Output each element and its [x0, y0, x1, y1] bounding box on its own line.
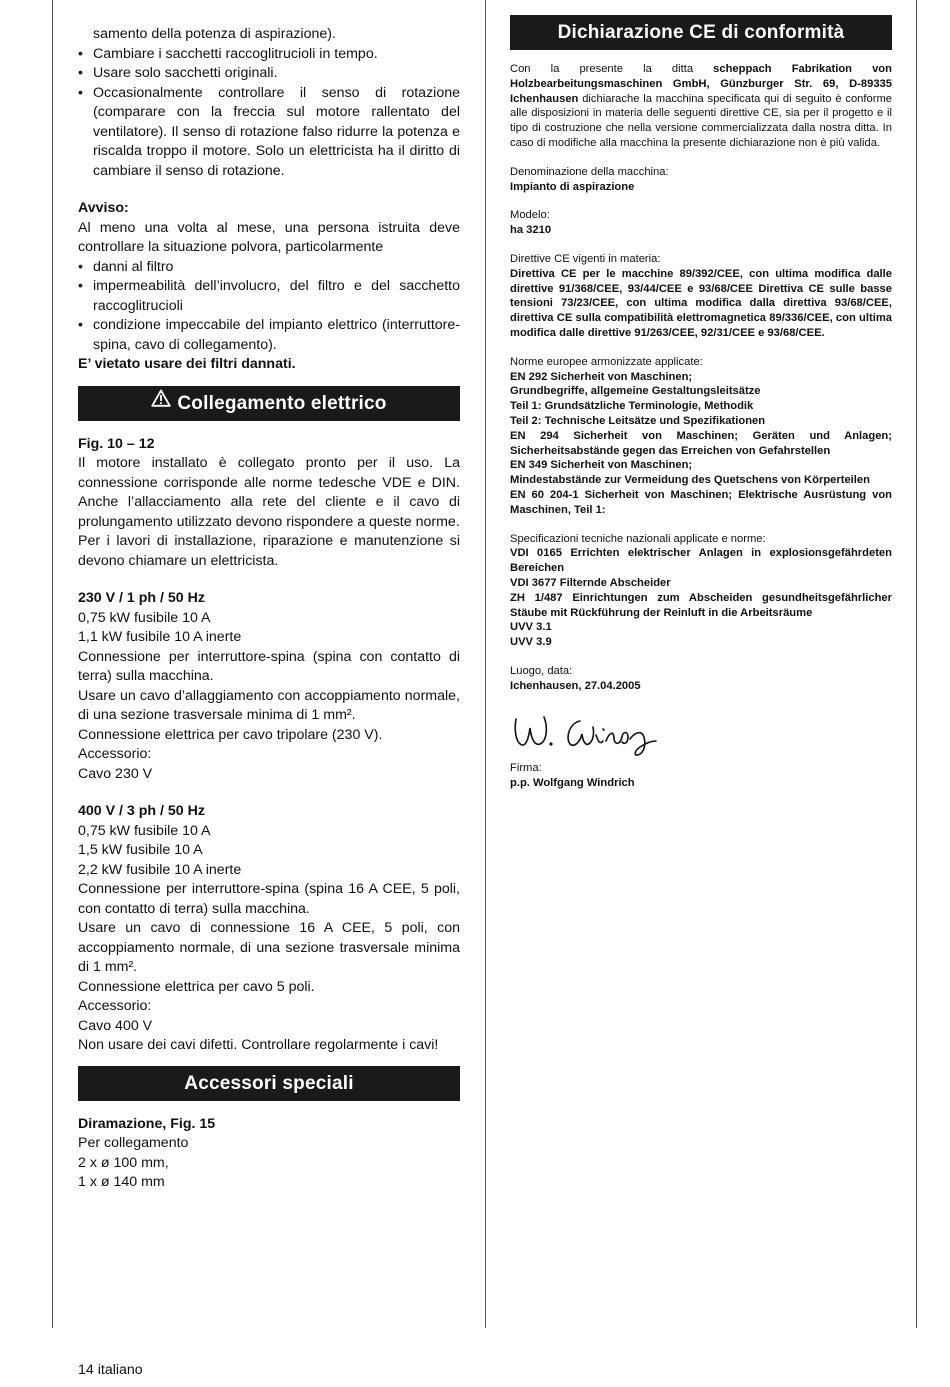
- v400-line: 0,75 kW fusibile 10 A: [78, 822, 211, 839]
- electric-text-2: Per i lavori di installazione, riparazione e manutenzione si devono chiamare un elettricista.: [78, 533, 460, 569]
- directives-value: Direttiva CE per le macchine 89/392/CEE, con ultima modifica dalle direttive 91/368/CEE, 93/44/CEE e 93/68/CEE Direttiva CE sulle basse tensioni 73/23/CEE, con ultima modifica dalla direttiva 93/68/CEE, direttiva CE sulla compatibilità elettromagnetica 89/336/CEE, con ultima modifica dalle direttive 91/263/CEE, 92/31/CEE e 93/68/CEE.: [510, 267, 892, 339]
- norm-line: EN 294 Sicherheit von Maschinen; Geräten und Anlagen; Sicherheitsabstände gegen das Erreichen von Gefahrstellen: [510, 429, 892, 457]
- intro-text: dichiarache la macchina specificata qui di seguito è conforme alle disposizioni in materia delle seguenti direttive CE, sia per il progetto e il tipo di costruzione che nella versione commercializzata dalla nostra ditta. In caso di modifiche alla macchina la presente dichiarazione non è più valida.: [510, 92, 892, 149]
- spec-line: VDI 0165 Errichten elektrischer Anlagen in explosionsgefährdeten Bereichen: [510, 547, 892, 575]
- norm-line: Teil 1: Grundsätzliche Terminologie, Methodik: [510, 400, 754, 413]
- intro-continuation: samento della potenza di aspirazione).: [93, 26, 336, 42]
- v230-line: Connessione elettrica per cavo tripolare (230 V).: [78, 726, 383, 743]
- v400-line: Usare un cavo di connessione 16 A CEE, 5 poli, con accoppiamento normale, di una sezione trasversale minima di 1 mm².: [78, 920, 460, 975]
- inspection-list: [78, 258, 460, 356]
- voltage-230-title: 230 V / 1 ph / 50 Hz: [78, 590, 205, 606]
- page-footer: 14 italiano: [78, 1362, 143, 1378]
- left-column: [78, 25, 460, 1193]
- figure-reference: Fig. 10 – 12: [78, 435, 155, 452]
- section-title: Accessori speciali: [184, 1072, 354, 1094]
- specs-label: Specificazioni tecniche nazionali applicate e norme:: [510, 532, 766, 545]
- directives-label: Direttive CE vigenti in materia:: [510, 252, 661, 265]
- v400-line: 1,5 kW fusibile 10 A: [78, 842, 203, 858]
- spec-line: UVV 3.9: [510, 636, 552, 649]
- avviso-text: Al meno una volta al mese, una persona istruita deve controllare la situazione polvora, particolarmente: [78, 219, 460, 255]
- model-value: ha 3210: [510, 224, 552, 237]
- section-header-declaration: [510, 15, 892, 50]
- list-item: • condizione impeccabile del impianto elettrico (interruttore-spina, cavo di collegamento).: [78, 316, 460, 355]
- place-date-label: Luogo, data:: [510, 664, 573, 677]
- v400-line: 2,2 kW fusibile 10 A inerte: [78, 861, 242, 878]
- signature-label: Firma:: [510, 762, 542, 775]
- dir-line: Per collegamento: [78, 1135, 189, 1151]
- signature-value: p.p. Wolfgang Windrich: [510, 777, 635, 790]
- list-item: • danni al filtro: [78, 258, 460, 278]
- v400-line: Connessione elettrica per cavo 5 poli.: [78, 978, 315, 995]
- v400-line: Non usare dei cavi difetti. Controllare regolarmente i cavi!: [78, 1037, 439, 1053]
- left-margin-rule: [52, 0, 53, 1328]
- warning-triangle-icon: [151, 384, 171, 419]
- v230-line: Cavo 230 V: [78, 765, 153, 782]
- declaration-intro: [510, 62, 892, 151]
- section-title: Dichiarazione CE di conformità: [557, 22, 845, 43]
- handwritten-signature: [510, 701, 892, 757]
- v230-line: 1,1 kW fusibile 10 A inerte: [78, 629, 242, 645]
- list-item: • Usare solo sacchetti originali.: [78, 64, 460, 84]
- v230-line: Connessione per interruttore-spina (spina con contatto di terra) sulla macchina.: [78, 648, 460, 684]
- norm-line: Teil 2: Technische Leitsätze und Spezifikationen: [510, 414, 766, 427]
- v230-line: 0,75 kW fusibile 10 A: [78, 609, 211, 626]
- v400-line: Connessione per interruttore-spina (spina 16 A CEE, 5 poli, con contatto di terra) sulla macchina.: [78, 881, 460, 917]
- avviso-title: Avviso:: [78, 200, 129, 216]
- v230-line: Usare un cavo d’allaggiamento con accoppiamento normale, di una sezione trasversale minima di 1 mm².: [78, 687, 460, 723]
- section-title: Collegamento elettrico: [177, 392, 387, 414]
- center-column-rule: [485, 0, 486, 1328]
- place-date-value: Ichenhausen, 27.04.2005: [510, 679, 641, 692]
- spec-line: VDI 3677 Filternde Abscheider: [510, 576, 671, 589]
- machine-name-value: Impianto di aspirazione: [510, 180, 635, 193]
- norm-line: EN 60 204-1 Sicherheit von Maschinen; Elektrische Ausrüstung von Maschinen, Teil 1:: [510, 488, 892, 516]
- machine-name-label: Denominazione della macchina:: [510, 165, 669, 178]
- v400-line: Cavo 400 V: [78, 1017, 153, 1034]
- dir-line: 1 x ø 140 mm: [78, 1174, 165, 1190]
- avviso-note: E’ vietato usare dei filtri dannati.: [78, 356, 296, 372]
- v230-line: Accessorio:: [78, 746, 152, 762]
- norm-line: EN 349 Sicherheit von Maschinen;: [510, 459, 693, 472]
- right-column: [510, 15, 892, 791]
- v400-line: Accessorio:: [78, 998, 152, 1014]
- diramazione-title: Diramazione, Fig. 15: [78, 1115, 216, 1132]
- norm-line: EN 292 Sicherheit von Maschinen;: [510, 370, 693, 383]
- section-header-electric: [78, 386, 460, 421]
- norm-line: Grundbegriffe, allgemeine Gestaltungsleitsätze: [510, 385, 761, 398]
- maintenance-list: [78, 45, 460, 182]
- electric-text: Il motore installato è collegato pronto per il uso. La connessione corrisponde alle norme tedesche VDE e DIN. Anche l’allacciamento alla rete del cliente e il cavo di prolungamento utilizzato devono rispondere a queste norme.: [78, 455, 460, 530]
- norm-line: Mindestabstände zur Vermeidung des Quetschens von Körperteilen: [510, 474, 870, 487]
- spec-line: ZH 1/487 Einrichtungen zum Abscheiden gesundheitsgefährlicher Stäube mit Rückführung der Reinluft in die Arbeitsräume: [510, 591, 892, 619]
- model-label: Modelo:: [510, 209, 550, 222]
- dir-line: 2 x ø 100 mm,: [78, 1154, 169, 1171]
- spec-line: UVV 3.1: [510, 621, 552, 634]
- list-item: • Cambiare i sacchetti raccoglitrucioli in tempo.: [78, 45, 460, 65]
- norms-label: Norme europee armonizzate applicate:: [510, 355, 703, 368]
- voltage-400-title: 400 V / 3 ph / 50 Hz: [78, 803, 205, 819]
- company-name: scheppach Fabrikation von Holzbearbeitungsmaschinen GmbH, Günzburger Str. 69, D-89335 Ichenhausen: [510, 63, 892, 105]
- section-header-accessories: [78, 1066, 460, 1101]
- list-item: • impermeabilità dell’involucro, del filtro e del sacchetto raccoglitrucioli: [78, 277, 460, 316]
- intro-text: Con la presente la ditta: [510, 63, 714, 75]
- right-margin-rule: [916, 0, 917, 1328]
- list-item: • Occasionalmente controllare il senso di rotazione (comparare con la freccia sul motore rallentato del ventilatore). Il senso di rotazione falso ridurre la potenza e riscalda troppo il motore. Solo un elettricista ha il diritto di cambiare il senso di rotazione.: [78, 84, 460, 182]
